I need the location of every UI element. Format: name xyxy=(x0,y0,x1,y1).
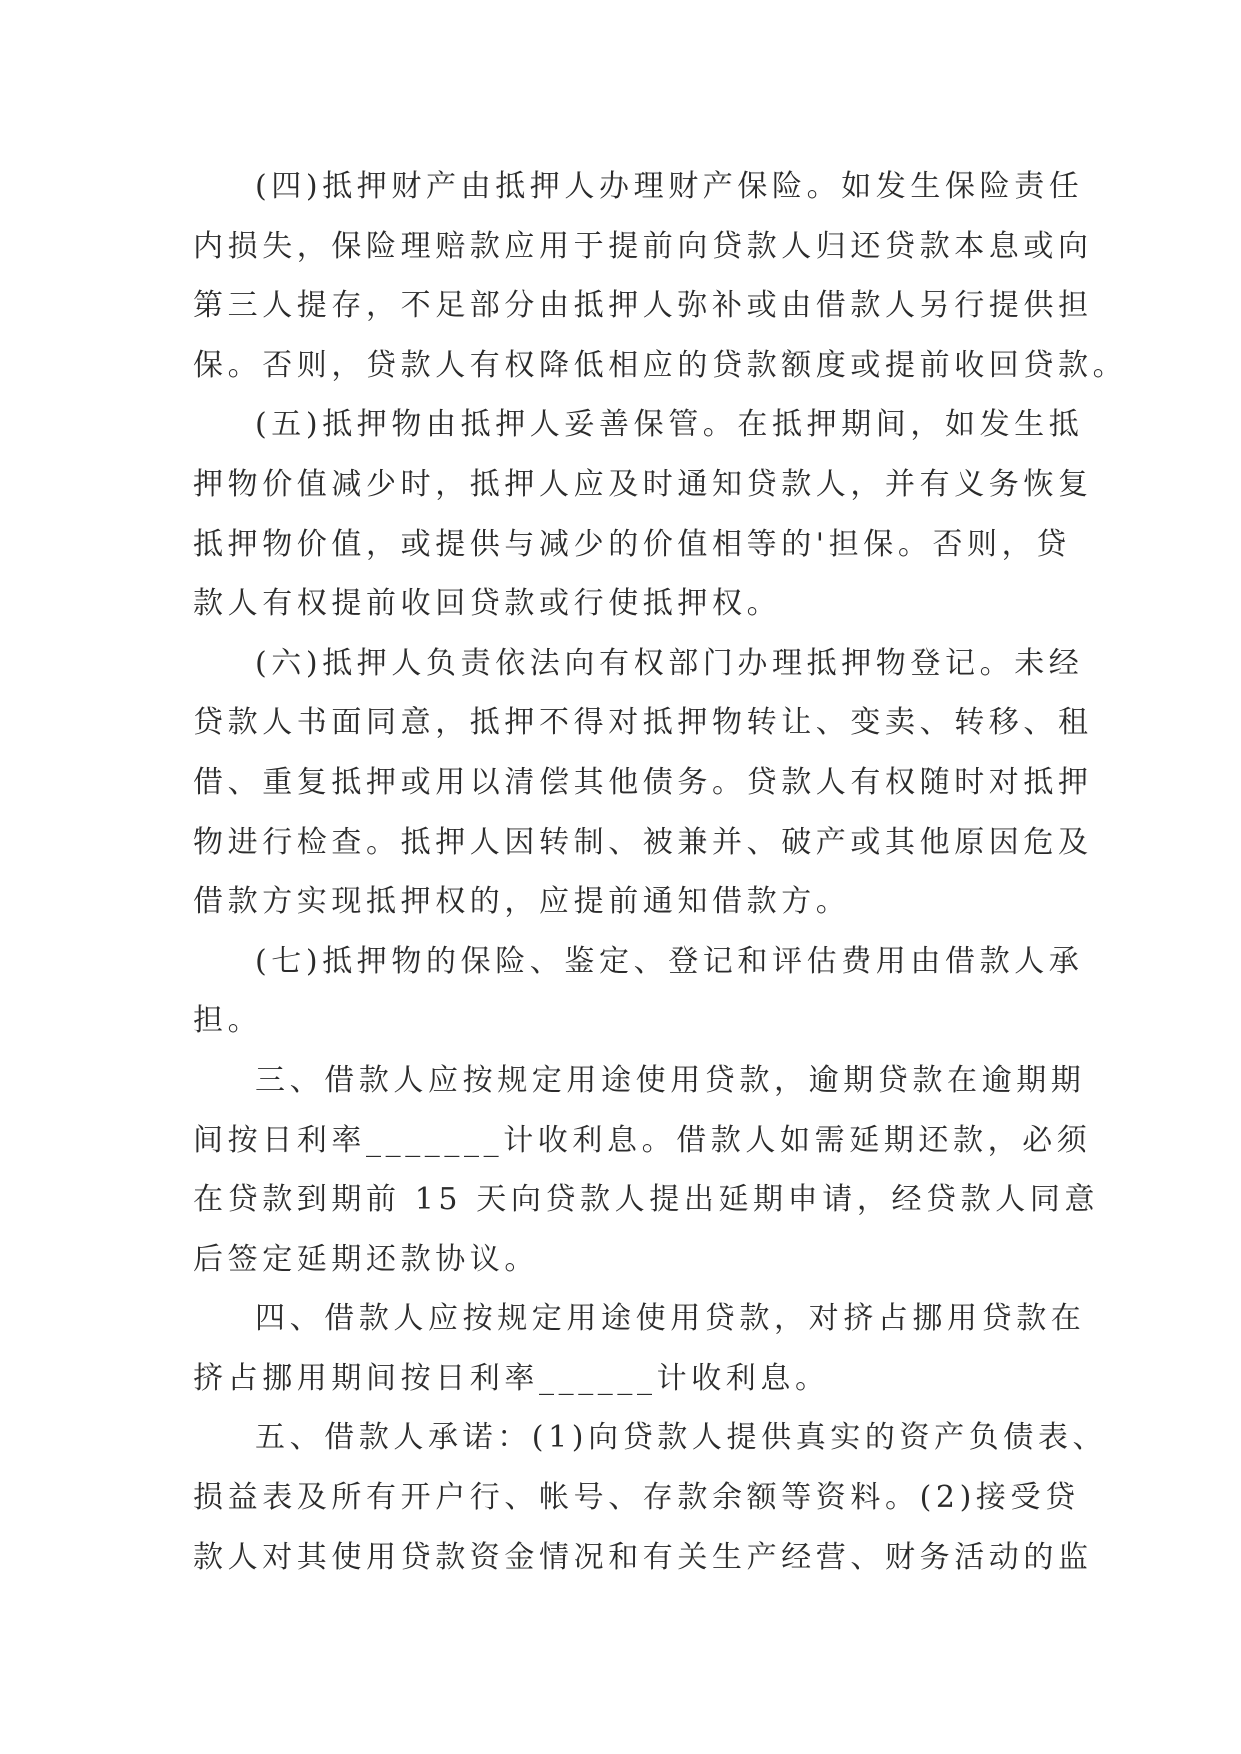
paragraph-line: 挤占挪用期间按日利率______计收利息。 xyxy=(193,1360,830,1396)
paragraph-line: 第三人提存，不足部分由抵押人弥补或由借款人另行提供担 xyxy=(193,288,1093,324)
paragraph-line: (七)抵押物的保险、鉴定、登记和评估费用由借款人承 xyxy=(255,943,1084,979)
paragraph-line: 押物价值减少时，抵押人应及时通知贷款人，并有义务恢复 xyxy=(193,466,1093,502)
paragraph-line: 借、重复抵押或用以清偿其他债务。贷款人有权随时对抵押 xyxy=(193,764,1093,800)
paragraph-line: 款人对其使用贷款资金情况和有关生产经营、财务活动的监 xyxy=(193,1539,1093,1575)
paragraph-line: 间按日利率_______计收利息。借款人如需延期还款，必须 xyxy=(193,1122,1092,1158)
paragraph-line: 内损失，保险理赔款应用于提前向贷款人归还贷款本息或向 xyxy=(193,228,1093,264)
paragraph-line: 损益表及所有开户行、帐号、存款余额等资料。(2)接受贷 xyxy=(193,1480,1080,1516)
paragraph-line: (四)抵押财产由抵押人办理财产保险。如发生保险责任 xyxy=(255,169,1084,204)
paragraph-line: 后签定延期还款协议。 xyxy=(193,1241,539,1277)
paragraph-line: 三、借款人应按规定用途使用贷款，逾期贷款在逾期期 xyxy=(255,1062,1086,1098)
paragraph-line: 抵押物价值，或提供与减少的价值相等的'担保。否则，贷 xyxy=(193,526,1071,562)
paragraph-line: 在贷款到期前 15 天向贷款人提出延期申请，经贷款人同意 xyxy=(193,1182,1100,1218)
paragraph-line: 物进行检查。抵押人因转制、被兼并、破产或其他原因危及 xyxy=(193,824,1093,860)
paragraph-line: (六)抵押人负责依法向有权部门办理抵押物登记。未经 xyxy=(255,645,1084,681)
paragraph-line: 四、借款人应按规定用途使用贷款，对挤占挪用贷款在 xyxy=(255,1301,1086,1337)
paragraph-line: 款人有权提前收回贷款或行使抵押权。 xyxy=(193,586,782,622)
paragraph-line: 担。 xyxy=(193,1003,263,1039)
paragraph-line: 借款方实现抵押权的，应提前通知借款方。 xyxy=(193,884,851,920)
document-body xyxy=(193,157,1128,1587)
paragraph-line: 保。否则，贷款人有权降低相应的贷款额度或提前收回贷款。 xyxy=(193,347,1128,383)
paragraph-line: (五)抵押物由抵押人妥善保管。在抵押期间，如发生抵 xyxy=(255,407,1084,443)
paragraph-line: 贷款人书面同意，抵押不得对抵押物转让、变卖、转移、租 xyxy=(193,705,1093,741)
paragraph-line: 五、借款人承诺：(1)向贷款人提供真实的资产负债表、 xyxy=(255,1420,1108,1456)
